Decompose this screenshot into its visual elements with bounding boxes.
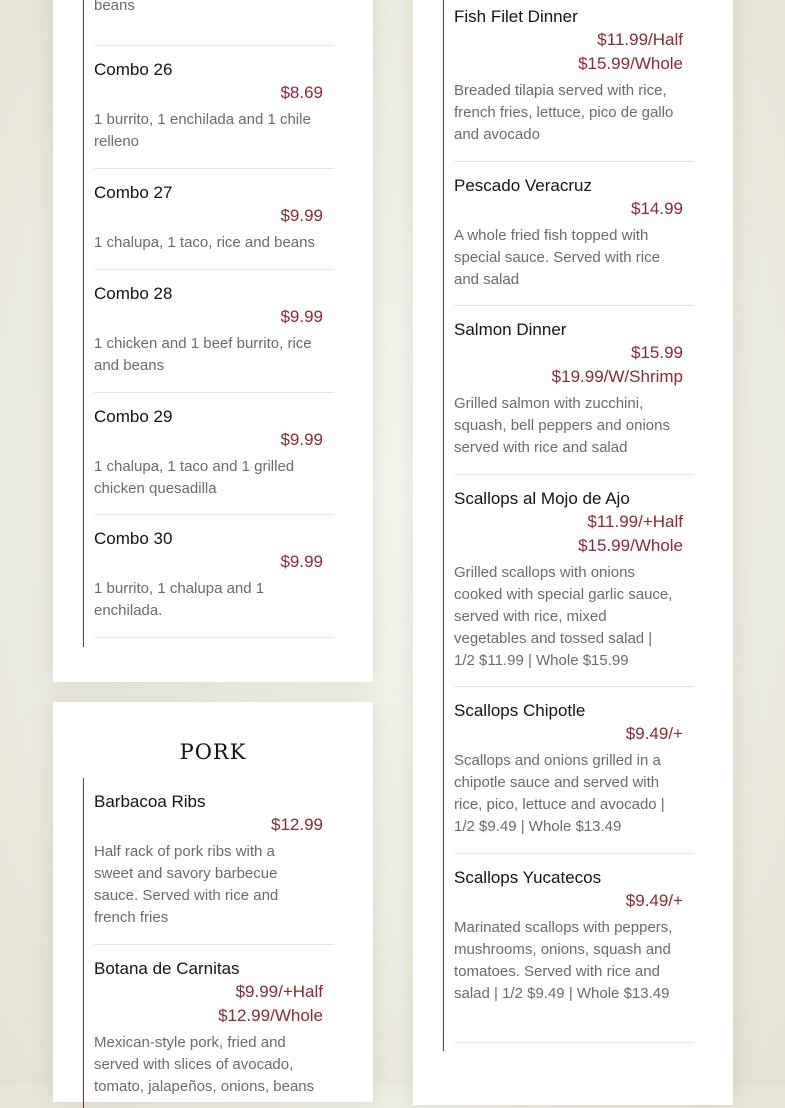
item-price: $9.99 [280, 307, 323, 326]
item-description: 1 chalupa, 1 taco and 1 grilled chicken quesadilla [94, 458, 295, 497]
item-price: $9.99 [280, 430, 323, 449]
item-description: 1 chalupa, 1 taco, rice and beans [94, 234, 315, 251]
item-price: $11.99/Half [597, 30, 683, 49]
item-price-secondary: $19.99/W/Shrimp [551, 367, 683, 386]
item-price: $15.99 [631, 343, 683, 362]
item-name: Barbacoa Ribs [94, 792, 206, 811]
item-price: $9.99/+Half [235, 982, 323, 1001]
item-price: $14.99 [631, 199, 683, 218]
item-name: Combo 28 [94, 284, 173, 303]
list-item [94, 0, 334, 46]
item-description: Grilled salmon with zucchini, squash, bell peppers and onions served with rice and salad [454, 395, 670, 456]
item-name: Combo 29 [94, 407, 173, 426]
item-price: $9.99 [280, 552, 323, 571]
item-description: Breaded tilapia served with rice, french fries, lettuce, pico de gallo and avocado [454, 82, 674, 143]
item-name: Scallops Chipotle [454, 701, 586, 720]
item-description: Scallops and onions grilled in a chipotle sauce and served with rice, pico, lettuce and avocado | 1/2 $9.49 | Whole $13.49 [454, 752, 665, 835]
item-description: 1 burrito, 1 enchilada and 1 chile relleno [94, 111, 311, 150]
combos-list [83, 0, 334, 647]
item-name: Botana de Carnitas [94, 959, 240, 978]
item-price: $9.49/+ [625, 891, 683, 910]
pork-card [53, 702, 373, 1102]
item-description: Grilled scallops with onions cooked with special garlic sauce, served with rice, mixed vegetables and tossed salad | 1/2 $11.99 | Whole $15.99 [454, 564, 673, 669]
list-item [94, 515, 334, 638]
item-description: Marinated scallops with peppers, mushrooms, onions, squash and tomatoes. Served with rice and salad | 1/2 $9.49 | Whole $13.49 [454, 919, 673, 1002]
list-item [454, 0, 694, 162]
seafood-list [443, 0, 694, 1051]
item-description: A whole fried fish topped with special sauce. Served with rice and salad [454, 227, 660, 288]
list-item [94, 778, 334, 945]
item-name: Scallops Yucatecos [454, 868, 602, 887]
item-price: $9.99 [280, 206, 323, 225]
item-name: Combo 27 [94, 183, 173, 202]
item-price: $11.99/+Half [587, 512, 683, 531]
section-title: PORK [179, 740, 247, 764]
item-description: Half rack of pork ribs with a sweet and savory barbecue sauce. Served with rice and french fries [94, 843, 279, 926]
list-item [94, 270, 334, 393]
list-item [454, 854, 694, 1043]
item-price-secondary: $12.99/Whole [218, 1006, 323, 1025]
item-name: Scallops al Mojo de Ajo [454, 489, 630, 508]
list-item [94, 46, 334, 169]
list-item [454, 475, 694, 687]
pork-list [83, 778, 334, 1108]
list-item [94, 945, 334, 1105]
list-item [454, 306, 694, 475]
item-price-secondary: $15.99/Whole [578, 54, 683, 73]
seafood-card [413, 0, 733, 1105]
item-description: 1 burrito, 1 chalupa and 1 enchilada. [94, 580, 265, 619]
item-name: Salmon Dinner [454, 320, 567, 339]
item-price: $12.99 [271, 815, 323, 834]
list-item [454, 687, 694, 854]
item-name: Combo 26 [94, 60, 173, 79]
item-description: 1 chicken and 1 beef burrito, rice and beans [94, 335, 312, 374]
item-description: beans [94, 0, 135, 14]
item-price-secondary: $15.99/Whole [578, 536, 683, 555]
list-item [454, 162, 694, 306]
combos-card [53, 0, 373, 682]
item-price: $8.69 [280, 83, 323, 102]
item-name: Fish Filet Dinner [454, 7, 578, 26]
item-name: Pescado Veracruz [454, 176, 592, 195]
list-item [94, 169, 334, 270]
list-item [94, 393, 334, 515]
item-price: $9.49/+ [625, 724, 683, 743]
item-name: Combo 30 [94, 529, 173, 548]
item-description: Mexican-style pork, fried and served with slices of avocado, tomato, jalapeños, onions, beans [94, 1034, 315, 1095]
